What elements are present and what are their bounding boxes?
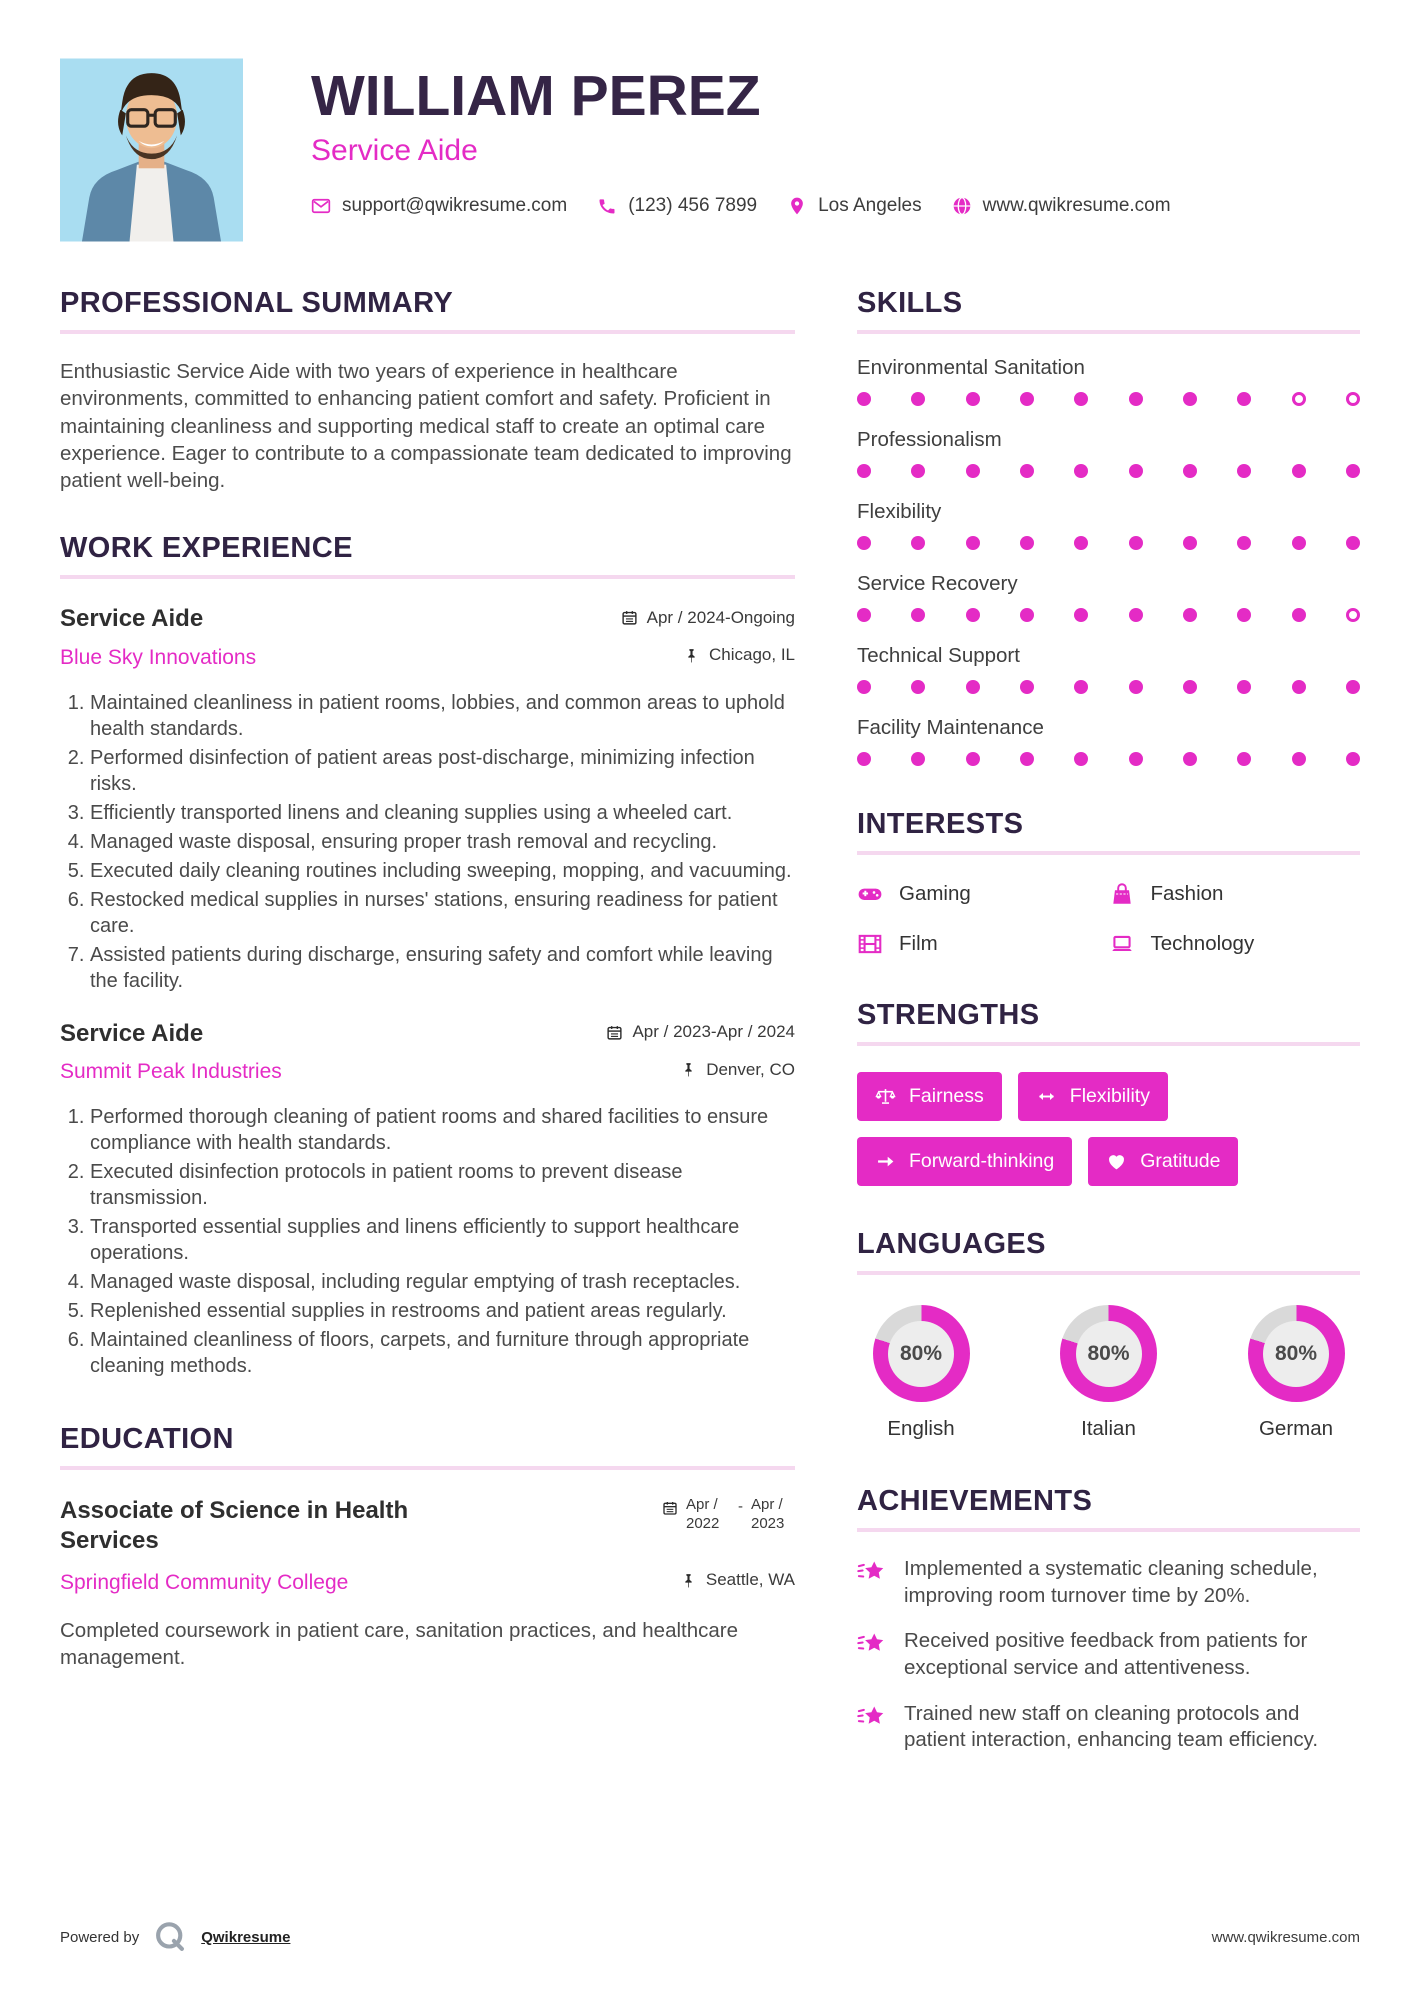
job-title: Service Aide xyxy=(60,605,204,633)
interest-label: Technology xyxy=(1150,932,1255,955)
pushpin-icon xyxy=(680,1572,697,1589)
skill-dot xyxy=(1292,752,1306,766)
achievement-item xyxy=(857,1628,1360,1681)
job-bullet: 4. Managed waste disposal, ensuring proper trash removal and recycling. xyxy=(90,829,795,855)
job-dates-text: Apr / 2024-Ongoing xyxy=(646,607,795,627)
gamepad-icon xyxy=(857,881,883,907)
interest-fashion xyxy=(1109,881,1361,907)
skill-dot xyxy=(1074,536,1088,550)
skills-heading: SKILLS xyxy=(857,287,963,319)
skill-dot xyxy=(1183,680,1197,694)
skill-dot xyxy=(1074,752,1088,766)
skill-dot xyxy=(1292,536,1306,550)
skill-dot xyxy=(1346,752,1360,766)
skill-level-dots xyxy=(857,536,1360,550)
contact-website[interactable] xyxy=(952,195,1171,217)
job-bullet: 6. Maintained cleanliness of floors, carpets, and furniture through appropriate cleaning methods. xyxy=(90,1327,795,1379)
skill-item xyxy=(857,572,1360,622)
skill-item xyxy=(857,716,1360,766)
language-donut-chart xyxy=(873,1305,970,1402)
skill-dot xyxy=(1292,464,1306,478)
strengths-section xyxy=(857,999,1360,1186)
skill-item xyxy=(857,428,1360,478)
strength-forward-thinking xyxy=(857,1137,1072,1186)
education-description: Completed coursework in patient care, sanitation practices, and healthcare management. xyxy=(60,1618,739,1669)
job-bullet: 7. Assisted patients during discharge, ensuring safety and comfort while leaving the facility. xyxy=(90,942,795,994)
header xyxy=(60,57,1360,243)
skill-level-dots xyxy=(857,752,1360,766)
skill-dot xyxy=(1020,536,1034,550)
skill-dot xyxy=(1237,392,1251,406)
skill-dot xyxy=(1183,536,1197,550)
company-name: Blue Sky Innovations xyxy=(60,645,257,669)
skill-name: Environmental Sanitation xyxy=(857,356,1085,379)
skill-dot xyxy=(1346,536,1360,550)
skill-dot xyxy=(966,680,980,694)
heart-icon xyxy=(1106,1151,1127,1172)
skill-dot xyxy=(1129,536,1143,550)
achievements-section xyxy=(857,1485,1360,1754)
footer-website-text: www.qwikresume.com xyxy=(1211,1928,1360,1946)
job-location-text: Chicago, IL xyxy=(709,645,795,665)
job-bullet: 2. Performed disinfection of patient areas post-discharge, minimizing infection risks. xyxy=(90,745,795,797)
skill-dot xyxy=(857,392,871,406)
education-location xyxy=(680,1570,795,1590)
skill-dot xyxy=(966,608,980,622)
skill-level-dots xyxy=(857,608,1360,622)
language-donut-chart xyxy=(1060,1305,1157,1402)
skill-dot xyxy=(1237,680,1251,694)
interest-technology xyxy=(1109,931,1361,957)
strength-label: Flexibility xyxy=(1069,1085,1150,1107)
handbag-icon xyxy=(1109,881,1135,907)
job-title: Service Aide xyxy=(60,1019,204,1047)
contact-location xyxy=(787,195,922,217)
skill-dot xyxy=(857,464,871,478)
powered-by-text: Powered by xyxy=(60,1928,140,1946)
skill-dot xyxy=(1020,752,1034,766)
skill-dot xyxy=(857,680,871,694)
skill-dot xyxy=(1074,608,1088,622)
skill-item xyxy=(857,356,1360,406)
skill-dot xyxy=(911,392,925,406)
achievement-text: Trained new staff on cleaning protocols and patient interaction, enhancing team efficiency. xyxy=(904,1701,1319,1752)
location-pin-icon xyxy=(787,196,807,216)
skill-dot xyxy=(966,752,980,766)
language-item xyxy=(1049,1305,1169,1441)
skills-section xyxy=(857,287,1360,766)
languages-section xyxy=(857,1228,1360,1441)
strength-label: Gratitude xyxy=(1140,1150,1221,1172)
skill-dot xyxy=(911,752,925,766)
degree-title: Associate of Science in Health Services xyxy=(60,1497,409,1555)
star-icon xyxy=(857,1558,887,1588)
person-illustration xyxy=(60,57,243,243)
skill-dot xyxy=(1292,392,1306,406)
job-bullet: 5. Replenished essential supplies in restrooms and patient areas regularly. xyxy=(90,1298,795,1324)
job-bullet-list xyxy=(60,690,795,994)
skill-dot xyxy=(1183,392,1197,406)
email-text: support@qwikresume.com xyxy=(342,195,568,217)
strength-fairness xyxy=(857,1072,1002,1121)
education-heading: EDUCATION xyxy=(60,1423,234,1456)
skill-name: Service Recovery xyxy=(857,572,1018,595)
company-name: Summit Peak Industries xyxy=(60,1060,282,1084)
section-divider xyxy=(857,1042,1360,1046)
phone-text: (123) 456 7899 xyxy=(628,195,758,217)
calendar-icon xyxy=(606,1024,623,1041)
language-item xyxy=(861,1305,981,1441)
work-experience-section xyxy=(60,532,795,1379)
location-text: Los Angeles xyxy=(818,195,922,217)
footer xyxy=(60,1918,1360,1956)
interests-heading: INTERESTS xyxy=(857,808,1024,840)
skill-dot xyxy=(1129,392,1143,406)
film-icon xyxy=(857,931,883,957)
job-location-text: Denver, CO xyxy=(706,1059,795,1079)
summary-text: Enthusiastic Service Aide with two years of experience in healthcare environments, committed to enhancing patient comfort and safety. Proficient in maintaining cleanliness and supporting medical staff to create an optimal care experience. Eager to contribute to a compassionate team dedicated to improving patient well-being. xyxy=(60,360,792,492)
skill-dot xyxy=(1129,464,1143,478)
interest-label: Fashion xyxy=(1150,882,1224,905)
website-text: www.qwikresume.com xyxy=(982,195,1171,217)
skill-dot xyxy=(1237,752,1251,766)
star-icon xyxy=(857,1703,887,1733)
right-column xyxy=(857,287,1360,1773)
left-right-arrow-icon xyxy=(1036,1086,1057,1107)
skill-dot xyxy=(1346,464,1360,478)
qwikresume-logo-icon xyxy=(151,1918,189,1956)
language-percent: 80% xyxy=(1263,1321,1329,1387)
skill-dot xyxy=(1020,680,1034,694)
left-column xyxy=(60,287,795,1773)
strength-flexibility xyxy=(1018,1072,1168,1121)
skill-dot xyxy=(1020,464,1034,478)
achievements-heading: ACHIEVEMENTS xyxy=(857,1485,1093,1517)
job-bullet: 1. Performed thorough cleaning of patient rooms and shared facilities to ensure compliance with health standards. xyxy=(90,1104,795,1156)
language-donut-chart xyxy=(1248,1305,1345,1402)
job-bullet: 1. Maintained cleanliness in patient rooms, lobbies, and common areas to uphold health standards. xyxy=(90,690,795,742)
skill-dot xyxy=(1292,608,1306,622)
skill-dot xyxy=(1074,464,1088,478)
contact-email[interactable] xyxy=(311,195,567,217)
skill-level-dots xyxy=(857,392,1360,406)
work-heading: WORK EXPERIENCE xyxy=(60,532,353,565)
skill-dot xyxy=(911,536,925,550)
skill-dot xyxy=(1129,680,1143,694)
skill-dot xyxy=(1183,608,1197,622)
pushpin-icon xyxy=(683,647,700,664)
email-icon xyxy=(311,196,331,216)
language-name: Italian xyxy=(1081,1417,1136,1440)
skill-name: Technical Support xyxy=(857,644,1020,667)
job-dates xyxy=(606,1022,795,1042)
strength-label: Fairness xyxy=(909,1085,984,1107)
skill-level-dots xyxy=(857,464,1360,478)
skill-dot xyxy=(1183,464,1197,478)
calendar-icon xyxy=(621,609,638,626)
job-bullet: 2. Executed disinfection protocols in patient rooms to prevent disease transmission. xyxy=(90,1159,795,1211)
education-dates xyxy=(662,1496,795,1556)
job-entry xyxy=(60,605,795,994)
skill-dot xyxy=(1074,680,1088,694)
job-bullet: 4. Managed waste disposal, including regular emptying of trash receptacles. xyxy=(90,1269,795,1295)
skill-dot xyxy=(911,464,925,478)
contact-row xyxy=(311,195,1171,217)
job-location xyxy=(680,1060,795,1080)
skill-name: Flexibility xyxy=(857,500,942,523)
skill-dot xyxy=(857,608,871,622)
skill-item xyxy=(857,644,1360,694)
main-columns xyxy=(60,287,1360,1773)
header-identity xyxy=(311,57,1171,217)
job-dates-text: Apr / 2023-Apr / 2024 xyxy=(632,1022,795,1042)
interest-label: Gaming xyxy=(899,882,971,905)
language-percent: 80% xyxy=(1076,1321,1142,1387)
person-name: WILLIAM PEREZ xyxy=(311,64,761,128)
globe-icon xyxy=(952,196,972,216)
interest-label: Film xyxy=(899,932,938,955)
skill-dot xyxy=(1183,752,1197,766)
section-divider xyxy=(60,575,795,579)
language-percent: 80% xyxy=(888,1321,954,1387)
skill-dot xyxy=(1237,464,1251,478)
phone-icon xyxy=(597,196,617,216)
section-divider xyxy=(857,851,1360,855)
skill-dot xyxy=(1292,680,1306,694)
pushpin-icon xyxy=(680,1061,697,1078)
skill-dot xyxy=(911,680,925,694)
skill-dot xyxy=(1129,608,1143,622)
strength-gratitude xyxy=(1088,1137,1238,1186)
person-job-title: Service Aide xyxy=(311,134,478,168)
qwikresume-brand-link[interactable]: Qwikresume xyxy=(201,1928,291,1946)
achievement-item xyxy=(857,1701,1360,1754)
section-divider xyxy=(60,330,795,334)
skill-dot xyxy=(1020,608,1034,622)
skill-dot xyxy=(1237,536,1251,550)
skill-dot xyxy=(1346,392,1360,406)
school-name: Springfield Community College xyxy=(60,1570,349,1594)
scale-icon xyxy=(875,1086,896,1107)
job-entry xyxy=(60,1020,795,1380)
skill-dot xyxy=(1237,608,1251,622)
education-end-date: Apr / 2023 xyxy=(751,1496,785,1532)
skill-dot xyxy=(966,464,980,478)
section-divider xyxy=(60,1466,795,1470)
summary-heading: PROFESSIONAL SUMMARY xyxy=(60,287,454,319)
languages-heading: LANGUAGES xyxy=(857,1228,1046,1260)
skill-name: Facility Maintenance xyxy=(857,716,1044,739)
job-dates xyxy=(621,608,795,628)
skill-dot xyxy=(911,608,925,622)
language-name: English xyxy=(887,1417,955,1440)
section-divider xyxy=(857,1528,1360,1532)
skill-dot xyxy=(1346,608,1360,622)
job-location xyxy=(683,645,795,665)
contact-phone xyxy=(597,195,757,217)
skill-dot xyxy=(966,536,980,550)
skill-dot xyxy=(1129,752,1143,766)
skill-name: Professionalism xyxy=(857,428,1002,451)
date-separator: - xyxy=(738,1498,743,1516)
summary-section xyxy=(60,287,795,494)
language-item xyxy=(1236,1305,1356,1441)
section-divider xyxy=(857,330,1360,334)
interest-film xyxy=(857,931,1109,957)
arrow-right-icon xyxy=(875,1151,896,1172)
education-location-text: Seattle, WA xyxy=(705,1570,795,1590)
job-bullet: 3. Efficiently transported linens and cleaning supplies using a wheeled cart. xyxy=(90,800,795,826)
achievement-text: Implemented a systematic cleaning schedule, improving room turnover time by 20%. xyxy=(904,1557,1318,1607)
skill-dot xyxy=(1020,392,1034,406)
calendar-icon xyxy=(662,1500,678,1516)
job-bullet: 5. Executed daily cleaning routines including sweeping, mopping, and vacuuming. xyxy=(90,858,795,884)
skill-dot xyxy=(857,752,871,766)
job-bullet: 3. Transported essential supplies and linens efficiently to support healthcare operations. xyxy=(90,1214,795,1266)
language-name: German xyxy=(1258,1417,1334,1440)
education-section xyxy=(60,1423,795,1671)
laptop-icon xyxy=(1109,931,1135,957)
education-start-date: Apr / 2022 xyxy=(686,1496,720,1532)
star-icon xyxy=(857,1630,887,1660)
strength-label: Forward-thinking xyxy=(909,1150,1055,1172)
interest-gaming xyxy=(857,881,1109,907)
achievement-text: Received positive feedback from patients for exceptional service and attentiveness. xyxy=(904,1629,1308,1679)
job-bullet: 6. Restocked medical supplies in nurses' stations, ensuring readiness for patient care. xyxy=(90,887,795,939)
skill-level-dots xyxy=(857,680,1360,694)
skill-dot xyxy=(1346,680,1360,694)
skill-dot xyxy=(1074,392,1088,406)
skill-dot xyxy=(966,392,980,406)
profile-photo xyxy=(60,57,243,243)
strengths-heading: STRENGTHS xyxy=(857,999,1040,1031)
achievement-item xyxy=(857,1556,1360,1609)
section-divider xyxy=(857,1271,1360,1275)
skill-item xyxy=(857,500,1360,550)
job-bullet-list xyxy=(60,1104,795,1379)
skill-dot xyxy=(857,536,871,550)
interests-section xyxy=(857,808,1360,957)
